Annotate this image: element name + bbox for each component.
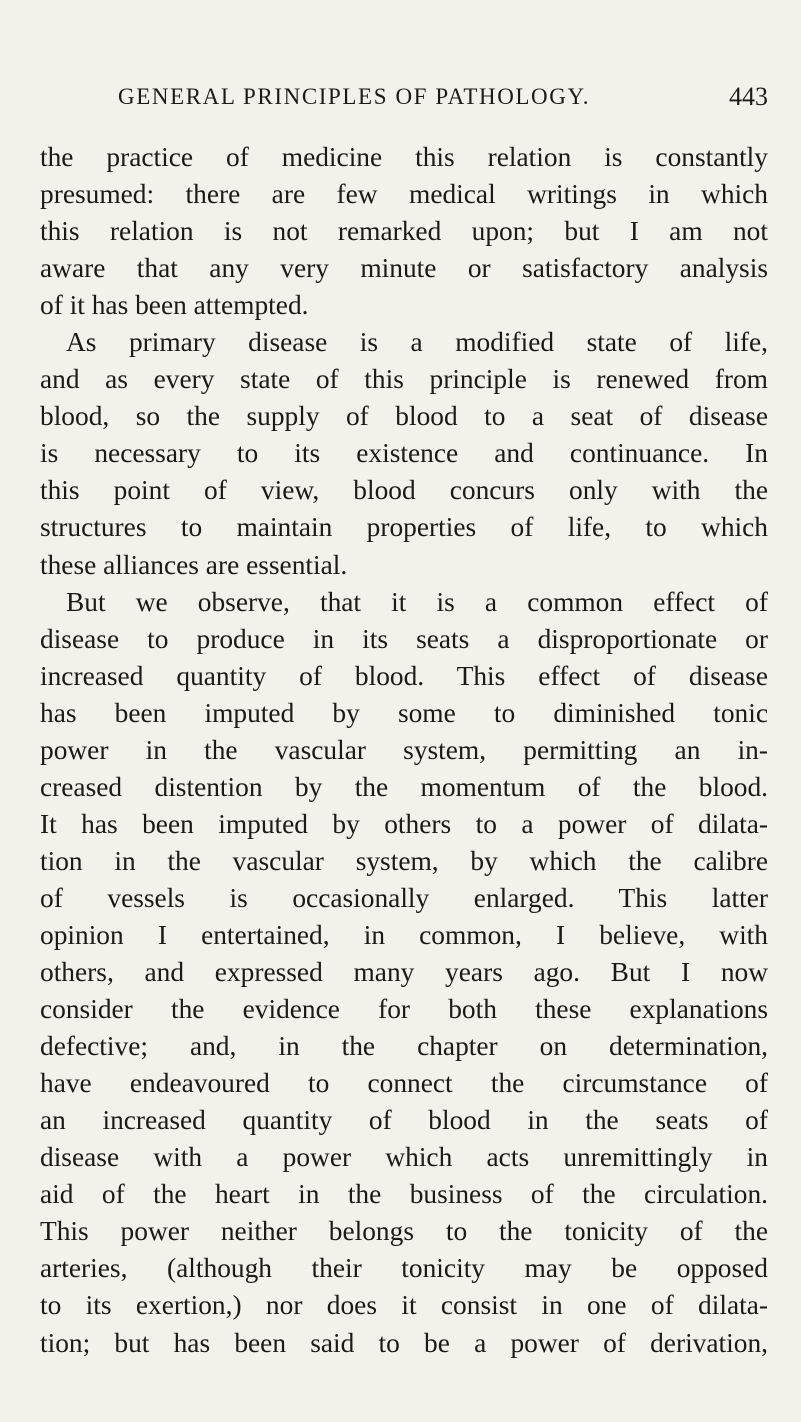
text-line: opinion I entertained, in common, I believe, with	[40, 919, 768, 950]
text-line: aid of the heart in the business of the circulation.	[40, 1179, 768, 1210]
body-text	[40, 139, 768, 1362]
text-line: to its exertion,) nor does it consist in one of dilata-	[40, 1290, 768, 1321]
text-line: tion; but has been said to be a power of derivation,	[40, 1327, 768, 1358]
text-line: others, and expressed many years ago. But I now	[40, 957, 768, 988]
text-line: As primary disease is a modified state of life,	[66, 327, 768, 358]
text-line: presumed: there are few medical writings in which	[40, 179, 768, 210]
text-line: of it has been attempted.	[40, 290, 309, 321]
text-line: have endeavoured to connect the circumstance of	[40, 1068, 768, 1099]
text-line: is necessary to its existence and continuance. In	[40, 438, 768, 469]
text-line: arteries, (although their tonicity may be opposed	[40, 1253, 768, 1284]
text-line: defective; and, in the chapter on determination,	[40, 1031, 768, 1062]
text-line: But we observe, that it is a common effect of	[66, 586, 768, 617]
text-line: structures to maintain properties of life, to which	[40, 512, 768, 543]
page-number: 443	[729, 82, 768, 111]
text-line: an increased quantity of blood in the seats of	[40, 1105, 768, 1136]
text-line: of vessels is occasionally enlarged. This latter	[40, 882, 768, 913]
text-line: disease to produce in its seats a disproportionate or	[40, 623, 768, 654]
text-line: aware that any very minute or satisfactory analysis	[40, 253, 768, 284]
running-head-title: GENERAL PRINCIPLES OF PATHOLOGY.	[118, 84, 591, 109]
text-line: power in the vascular system, permitting an in-	[40, 734, 768, 765]
text-line: and as every state of this principle is renewed from	[40, 364, 768, 395]
text-line: creased distention by the momentum of the blood.	[40, 771, 768, 802]
text-line: this relation is not remarked upon; but I am not	[40, 216, 768, 247]
text-line: disease with a power which acts unremittingly in	[40, 1142, 768, 1173]
text-line: has been imputed by some to diminished tonic	[40, 697, 768, 728]
text-line: consider the evidence for both these explanations	[40, 994, 768, 1025]
running-header	[118, 84, 768, 120]
text-line: tion in the vascular system, by which the calibre	[40, 845, 768, 876]
text-line: increased quantity of blood. This effect of disease	[40, 660, 768, 691]
text-line: It has been imputed by others to a power of dilata-	[40, 808, 768, 839]
text-line: blood, so the supply of blood to a seat of disease	[40, 401, 768, 432]
text-line: these alliances are essential.	[40, 549, 348, 580]
text-line: the practice of medicine this relation is constantly	[40, 142, 768, 172]
text-line: this point of view, blood concurs only with the	[40, 475, 768, 506]
text-line: This power neither belongs to the tonicity of the	[40, 1216, 768, 1247]
